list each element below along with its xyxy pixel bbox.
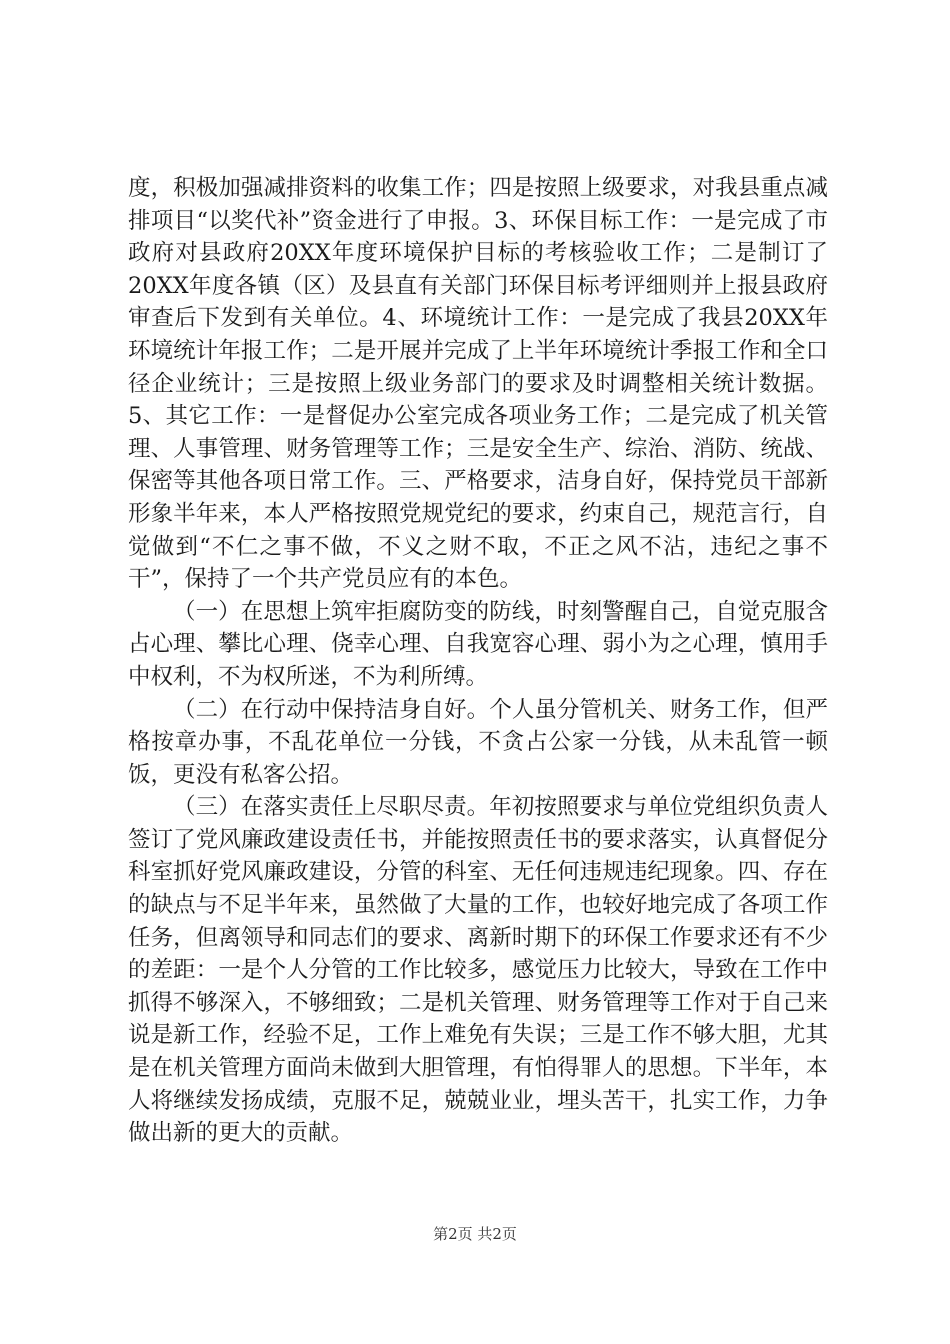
- paragraph-item-1: （一）在思想上筑牢拒腐防变的防线，时刻警醒自己，自觉克服含占心理、攀比心理、侥幸心理、自我宽容心理、弱小为之心理，慎用手中权利，不为权所迷，不为利所缚。: [128, 598, 828, 690]
- paragraph-item-3: （三）在落实责任上尽职尽责。年初按照要求与单位党组织负责人签订了党风廉政建设责任书，并能按照责任书的要求落实，认真督促分科室抓好党风廉政建设，分管的科室、无任何违规违纪现象。四、存在的缺点与不足半年来，虽然做了大量的工作，也较好地完成了各项工作任务，但离领导和同志们的要求、离新时期下的环保工作要求还有不少的差距：一是个人分管的工作比较多，感觉压力比较大，导致在工作中抓得不够深入，不够细致；二是机关管理、财务管理等工作对于自己来说是新工作，经验不足，工作上难免有失误；三是工作不够大胆，尤其是在机关管理方面尚未做到大胆管理，有怕得罪人的思想。下半年，本人将继续发扬成绩，克服不足，兢兢业业，埋头苦干，扎实工作，力争做出新的更大的贡献。: [128, 794, 828, 1147]
- page-footer: 第2页 共2页: [433, 1225, 517, 1243]
- paragraph-item-2: （二）在行动中保持洁身自好。个人虽分管机关、财务工作，但严格按章办事，不乱花单位一分钱，不贪占公家一分钱，从未乱管一顿饭，更没有私客公招。: [128, 696, 828, 788]
- document-body: [128, 172, 828, 1150]
- paragraph-continuation: 度，积极加强减排资料的收集工作；四是按照上级要求，对我县重点减排项目“以奖代补”资金进行了申报。3、环保目标工作：一是完成了市政府对县政府20XX年度环境保护目标的考核验收工作；二是制订了20XX年度各镇（区）及县直有关部门环保目标考评细则并上报县政府审查后下发到有关单位。4、环境统计工作：一是完成了我县20XX年环境统计年报工作；二是开展并完成了上半年环境统计季报工作和全口径企业统计；三是按照上级业务部门的要求及时调整相关统计数据。5、其它工作：一是督促办公室完成各项业务工作；二是完成了机关管理、人事管理、财务管理等工作；三是安全生产、综治、消防、统战、保密等其他各项日常工作。三、严格要求，洁身自好，保持党员干部新形象半年来，本人严格按照党规党纪的要求，约束自己，规范言行，自觉做到“不仁之事不做，不义之财不取，不正之风不沾，违纪之事不干”，保持了一个共产党员应有的本色。: [128, 175, 828, 593]
